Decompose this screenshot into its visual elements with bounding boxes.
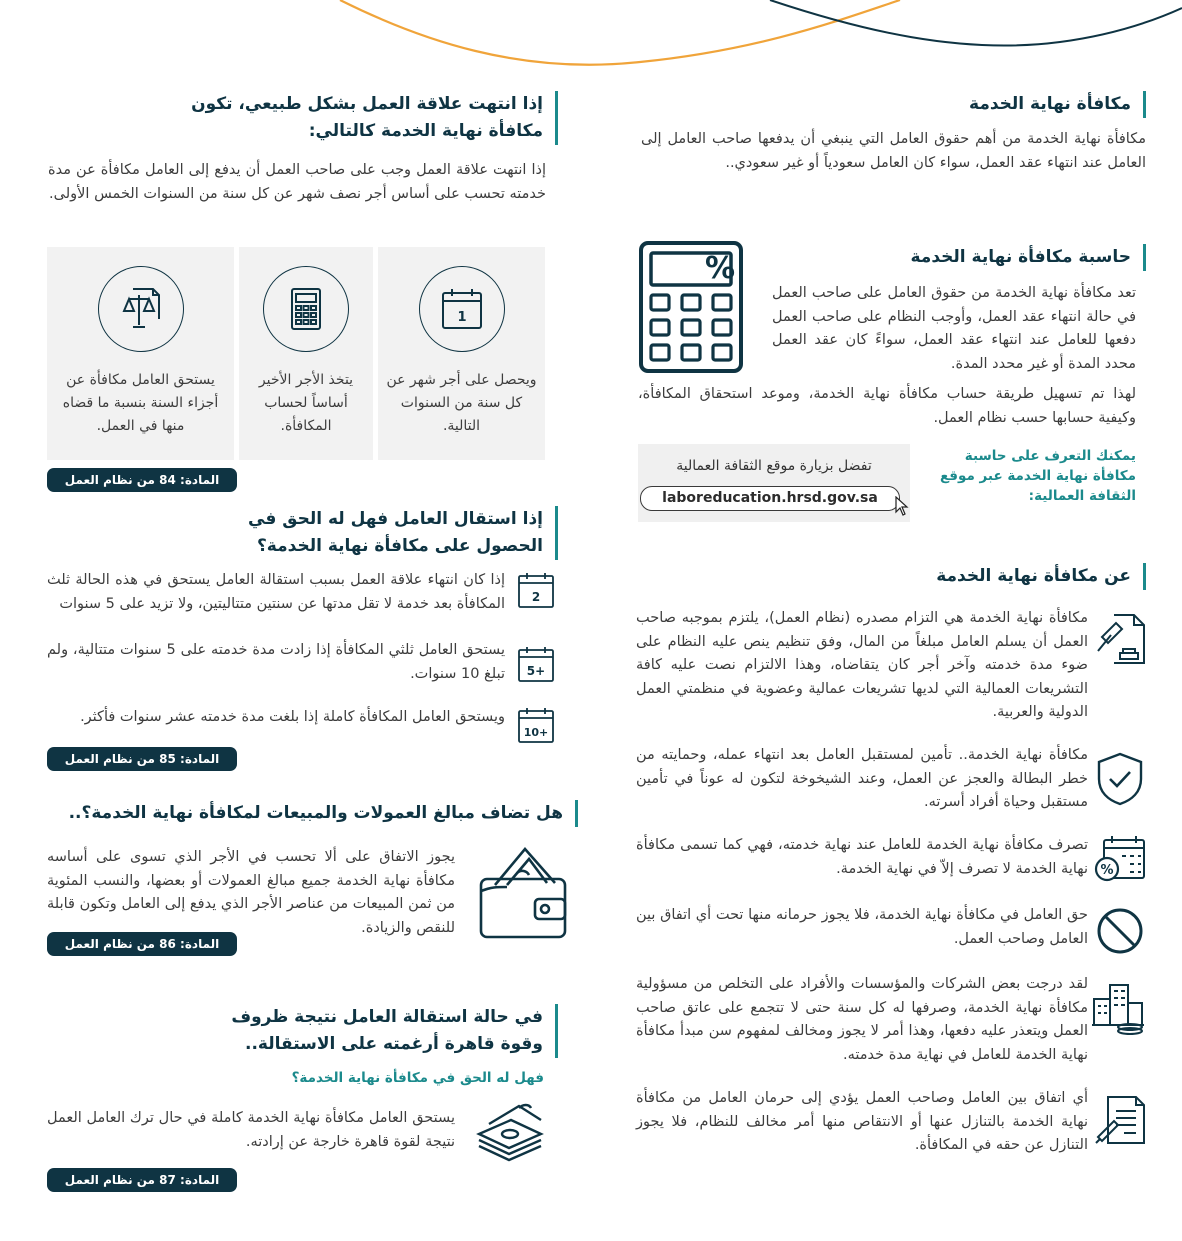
section-title-about-eos: عن مكافأة نهاية الخدمة <box>936 563 1146 590</box>
resignation-item <box>47 569 557 617</box>
about-item <box>636 1087 1146 1159</box>
resignation-item <box>47 706 557 746</box>
section-title-eos-reward: مكافأة نهاية الخدمة <box>969 91 1146 118</box>
info-card-text: ويحصل على أجر شهر عن كل سنة من السنوات التالية. <box>386 372 537 434</box>
calendar-1-icon <box>440 287 484 331</box>
gavel-document-icon <box>1094 611 1146 667</box>
force-majeure-text: يستحق العامل مكافأة نهاية الخدمة كاملة في حال ترك العامل العمل نتيجة لقوة قاهرة خارجة عن إرادته. <box>47 1110 455 1150</box>
prohibited-icon <box>1096 907 1144 955</box>
icon-circle <box>263 266 349 352</box>
calculator-text-2: لهذا تم تسهيل طريقة حساب مكافأة نهاية الخدمة، وموعد استحقاق المكافأة، وكيفية حسابها حسب نظام العمل. <box>638 386 1136 426</box>
svg-text:%: % <box>704 251 736 286</box>
about-item-text: لقد درجت بعض الشركات والمؤسسات والأفراد على التخلص من مسؤولية مكافأة نهاية الخدمة، وصرفها له كل سنة حتى لا تتجمع على عاتق صاحب العمل ويتعذر عليه دفعها، وهذا أمر لا يجوز ومخالف لمفهوم سن مبدأ مكافأة نهاية الخدمة للعامل في نهاية مدة خدمته. <box>636 976 1088 1063</box>
calculator-text-1: تعد مكافأة نهاية الخدمة من حقوق العامل على صاحب العمل في حالة انتهاء عقد العمل، وأوجب النظام على صاحب العمل دفعها للعامل عند انتهاء عقد العمل، سواءً كان عقد العمل محدد المدة أو غير محدد المدة. <box>772 285 1136 372</box>
website-box <box>638 444 910 522</box>
section-title-resignation: إذا استقال العامل فهل له الحق في الحصول على مكافأة نهاية الخدمة؟ <box>188 506 558 560</box>
resignation-item-text: يستحق العامل ثلثي المكافأة إذا زادت مدة خدمته على 5 سنوات متتالية، ولم تبلغ 10 سنوات. <box>47 642 505 682</box>
resignation-item-text: إذا كان انتهاء علاقة العمل بسبب استقالة العامل يستحق في هذه الحالة ثلث المكافأة بعد خدمة لا تقل مدتها عن سنتين متتاليتين، ولا تزيد على 5 سنوات <box>47 572 505 612</box>
calendar-plus5-icon <box>517 645 555 683</box>
shield-check-icon <box>1096 752 1144 806</box>
about-item-text: تصرف مكافأة نهاية الخدمة للعامل عند نهاية خدمته، فهي كما تسمى مكافأة نهاية الخدمة لا تصرف إلاّ في نهاية الخدمة. <box>636 837 1088 877</box>
info-card-text: يتخذ الأجر الأخير أساساً لحساب المكافأة. <box>258 372 354 434</box>
info-card <box>239 247 373 460</box>
icon-circle <box>419 266 505 352</box>
info-card <box>378 247 545 460</box>
article-86-badge: المادة: 86 من نظام العمل <box>47 932 237 956</box>
resignation-item-text: ويستحق العامل المكافأة كاملة إذا بلغت مدة خدمته عشر سنوات فأكثر. <box>80 709 505 725</box>
website-link[interactable]: laboreducation.hrsd.gov.sa <box>640 486 900 511</box>
about-item <box>636 904 1146 954</box>
svg-text:%: % <box>1100 863 1114 878</box>
top-wave-decoration <box>0 0 1182 80</box>
money-stack-icon <box>475 1100 545 1164</box>
svg-text:1: 1 <box>456 310 467 325</box>
svg-text:2: 2 <box>531 590 541 604</box>
about-item <box>636 744 1146 816</box>
about-item-text: مكافأة نهاية الخدمة هي التزام مصدره (نظام العمل)، يلتزم بموجبه صاحب العمل أن يسلم العامل مبلغاً من المال، وفق تنظيم ينص عليه النظام على ضوء مدة خدمته وآخر أجر كان يتقاضاه، وهذا الالتزام نصت عليه كافة التشريعات العمالية التي لديها تشريعات عمالية وعضوية في منظمتي العمل الدولية والعربية. <box>636 610 1088 720</box>
about-item-text: حق العامل في مكافأة نهاية الخدمة، فلا يجوز حرمانه منها تحت أي اتفاق بين العامل وصاحب العمل. <box>636 907 1088 947</box>
cursor-icon <box>895 496 909 516</box>
resignation-item <box>47 639 557 687</box>
normal-termination-text: إذا انتهت علاقة العمل وجب على صاحب العمل أن يدفع إلى العامل مكافأة عن مدة خدمته تحسب على أساس أجر نصف شهر عن كل سنة من السنوات الخمس الأولى. <box>48 162 546 202</box>
wallet-money-icon <box>477 843 569 941</box>
force-majeure-subtitle: فهل له الحق في مكافأة نهاية الخدمة؟ <box>291 1070 544 1086</box>
section-title-normal-termination: إذا انتهت علاقة العمل بشكل طبيعي، تكون مكافأة نهاية الخدمة كالتالي: <box>188 91 558 145</box>
article-87-badge: المادة: 87 من نظام العمل <box>47 1168 237 1192</box>
section-title-force-majeure: في حالة استقالة العامل نتيجة ظروف وقوة قاهرة أرغمته على الاستقالة.. <box>213 1004 558 1058</box>
info-card-text: يستحق العامل مكافأة عن أجزاء السنة بنسبة ما قضاه منها في العمل. <box>62 372 219 434</box>
info-card <box>47 247 234 460</box>
section-title-commissions: هل تضاف مبالغ العمولات والمبيعات لمكافأة نهاية الخدمة؟.. <box>69 800 578 827</box>
document-sign-icon <box>1094 1093 1146 1145</box>
scales-document-icon <box>119 287 163 331</box>
article-85-badge: المادة: 85 من نظام العمل <box>47 747 237 771</box>
svg-text:+10: +10 <box>523 726 549 739</box>
visit-site-label: تفضل بزيارة موقع الثقافة العمالية <box>676 458 872 474</box>
article-84-badge: المادة: 84 من نظام العمل <box>47 468 237 492</box>
about-item <box>636 607 1146 723</box>
calculator-icon <box>284 287 328 331</box>
about-item <box>636 834 1146 884</box>
calendar-2-icon <box>517 571 555 609</box>
buildings-money-icon <box>1090 979 1146 1035</box>
about-item-text: أي اتفاق بين العامل وصاحب العمل يؤدي إلى حرمان العامل من مكافأة نهاية الخدمة بالتنازل عنها أو الانتقاص منها أمر مخالف للنظام، فلا يجوز التنازل عن حقه في المكافأة. <box>636 1090 1088 1153</box>
section-text-eos-reward: مكافأة نهاية الخدمة من أهم حقوق العامل التي ينبغي أن يدفعها صاحب العامل إلى العامل عند انتهاء عقد العمل، سواء كان العامل سعودياً أو غير سعودي.. <box>641 131 1146 171</box>
calendar-plus10-icon <box>517 706 555 744</box>
svg-text:+5: +5 <box>526 664 546 678</box>
icon-circle <box>98 266 184 352</box>
about-item <box>636 973 1146 1069</box>
about-item-text: مكافأة نهاية الخدمة.. تأمين لمستقبل العامل بعد انتهاء عمله، وحمايته من خطر البطالة والعجز عن العمل، وعند الشيخوخة لتكون له عوناً في تأمين مستقبل وحياة أفراد أسرته. <box>636 747 1088 810</box>
calculator-callout: يمكنك التعرف على حاسبة مكافأة نهاية الخدمة عبر موقع الثقافة العمالية: <box>939 448 1136 504</box>
section-title-eos-calculator: حاسبة مكافأة نهاية الخدمة <box>910 244 1146 271</box>
calendar-percent-icon <box>1094 834 1146 884</box>
calculator-percent-icon <box>638 240 744 374</box>
commissions-text: يجوز الاتفاق على ألا تحسب في الأجر الذي تسوى على أساسه مكافأة نهاية الخدمة جميع مبالغ العمولات أو بعضها، والنسب المئوية من ثمن المبيعات من عناصر الأجر الذي يدفع إلى العامل وتكون قابلة للنقص والزيادة. <box>47 849 455 936</box>
